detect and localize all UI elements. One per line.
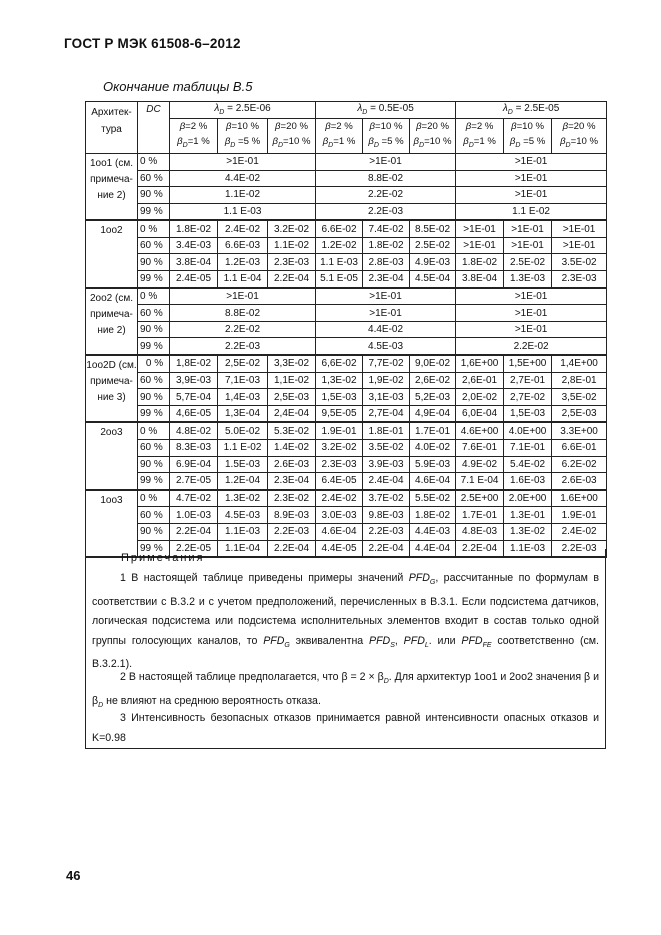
value-cell: 3.2E-02 (268, 220, 316, 237)
value-cell: 4.4E-03 (410, 523, 456, 540)
value-cell: 2.2E-03 (268, 523, 316, 540)
value-cell: 1.2E-04 (218, 473, 268, 490)
dc-cell: 99 % (138, 203, 170, 220)
merged-value-cell: >1E-01 (316, 305, 456, 322)
value-cell: 5.5E-02 (410, 490, 456, 507)
merged-value-cell: 8.8E-02 (316, 170, 456, 187)
dc-cell: 60 % (138, 305, 170, 322)
dc-cell: 90 % (138, 187, 170, 204)
merged-value-cell: 2.2E-02 (316, 187, 456, 204)
value-cell: 6.4E-05 (316, 473, 363, 490)
table-row (86, 456, 607, 473)
lambda-header: $\lambda_D = 2.5E-06$ (170, 102, 316, 119)
value-cell: 6.9E-04 (170, 456, 218, 473)
value-cell: 1.9E-01 (316, 422, 363, 439)
lambda-header: $\lambda_D = 2.5E-05$ (456, 102, 607, 119)
value-cell: 4.4E-04 (410, 540, 456, 557)
arch-cell: 2оо2 (см. примеча-ние 2) (86, 288, 138, 355)
value-cell: 3.9E-03 (363, 456, 410, 473)
merged-value-cell: 8.8E-02 (170, 305, 316, 322)
document-header: ГОСТ Р МЭК 61508-6–2012 (64, 36, 241, 51)
arch-cell: 2оо3 (86, 422, 138, 489)
page-number: 46 (66, 868, 81, 883)
value-cell: 4,9E-04 (410, 405, 456, 422)
table-row (86, 203, 607, 220)
arch-cell: 1оо1 (см. примеча-ние 2) (86, 153, 138, 220)
value-cell: 3.5E-02 (552, 254, 607, 271)
value-cell: 2.4E-04 (363, 473, 410, 490)
value-cell: 4.9E-02 (456, 456, 504, 473)
dc-cell: 99 % (138, 271, 170, 288)
value-cell: 5,2E-03 (410, 389, 456, 406)
value-cell: 2.5E-02 (410, 237, 456, 254)
value-cell: >1E-01 (456, 237, 504, 254)
dc-cell: 90 % (138, 456, 170, 473)
value-cell: 2.2E-03 (363, 523, 410, 540)
value-cell: 5.4E-02 (504, 456, 552, 473)
value-cell: >1E-01 (456, 220, 504, 237)
value-cell: 4.6E-04 (316, 523, 363, 540)
dc-cell: 99 % (138, 540, 170, 557)
table-row (86, 338, 607, 355)
table-row (86, 321, 607, 338)
data-table (85, 101, 607, 558)
value-cell: 9,5E-05 (316, 405, 363, 422)
beta-header: β=2 % $\beta_D=1$ % (316, 119, 363, 154)
value-cell: 4.6E+00 (456, 422, 504, 439)
dc-cell: 90 % (138, 523, 170, 540)
value-cell: 1.8E-02 (410, 507, 456, 524)
arch-cell: 1оо2 (86, 220, 138, 287)
value-cell: 2.4E-05 (170, 271, 218, 288)
value-cell: 3.7E-02 (363, 490, 410, 507)
value-cell: 2.3E-04 (363, 271, 410, 288)
value-cell: 6.6E-02 (316, 220, 363, 237)
table-row (86, 473, 607, 490)
value-cell: 2.4E-02 (218, 220, 268, 237)
beta-header: β=20 % $\beta_D=10$ % (410, 119, 456, 154)
value-cell: 2.2E-04 (268, 271, 316, 288)
dc-cell: 90 % (138, 321, 170, 338)
value-cell: 1.6E+00 (552, 490, 607, 507)
value-cell: 2.3E-03 (552, 271, 607, 288)
value-cell: 4.6E-04 (410, 473, 456, 490)
value-cell: 2,5E-03 (268, 389, 316, 406)
table-row (86, 523, 607, 540)
value-cell: 2.3E-03 (316, 456, 363, 473)
value-cell: 2.6E-03 (268, 456, 316, 473)
value-cell: 3.4E-03 (170, 237, 218, 254)
table-row (86, 422, 607, 439)
value-cell: 2.3E-03 (268, 254, 316, 271)
value-cell: 1,1E-02 (268, 372, 316, 389)
value-cell: 2.2E-04 (456, 540, 504, 557)
dc-cell: 60 % (138, 372, 170, 389)
arch-cell: 1оо2D (см. примеча-ние 3) (86, 355, 138, 422)
value-cell: 2,7E-01 (504, 372, 552, 389)
table-row (86, 305, 607, 322)
value-cell: 1,9E-02 (363, 372, 410, 389)
value-cell: 4.7E-02 (170, 490, 218, 507)
beta-header: β=10 % $\beta_D =5$ % (504, 119, 552, 154)
value-cell: 2.3E-02 (268, 490, 316, 507)
value-cell: 1.7E-01 (410, 422, 456, 439)
value-cell: 5.1 E-05 (316, 271, 363, 288)
value-cell: 2,6E-01 (456, 372, 504, 389)
merged-value-cell: 2.2E-03 (316, 203, 456, 220)
value-cell: 6.6E-01 (552, 440, 607, 457)
value-cell: 4.4E-05 (316, 540, 363, 557)
value-cell: 1.2E-02 (316, 237, 363, 254)
value-cell: 1.7E-01 (456, 507, 504, 524)
merged-value-cell: >1E-01 (170, 153, 316, 170)
value-cell: 1.3E-01 (504, 507, 552, 524)
value-cell: 1,6E+00 (456, 355, 504, 372)
value-cell: 2.2E-04 (268, 540, 316, 557)
value-cell: 2.3E-04 (268, 473, 316, 490)
value-cell: 3,3E-02 (268, 355, 316, 372)
notes-block (85, 549, 606, 749)
merged-value-cell: 2.2E-02 (170, 321, 316, 338)
value-cell: 1.0E-03 (170, 507, 218, 524)
note-1: 1 В настоящей таблице приведены примеры значений $PFD_G$, рассчитанные по формулам в соответствии с В.3.2 и с учетом предположений, перечисленных в В.3.1. Если подсистема датчиков, логическая подсистема или подсистема исполнительных элементов входит в состав только одной группы голосующих каналов, то $PFD_G$ эквивалентна $PFD_S$, $PFD_L$. или $PFD_{FE}$ соответственно (см. В.3.2.1). (92, 572, 599, 671)
note-3: 3 Интенсивность безопасных отказов принимается равной интенсивности опасных отказов и K=0.98 (92, 712, 599, 744)
value-cell: 1,3E-02 (316, 372, 363, 389)
table-row (86, 405, 607, 422)
dc-cell: 0 % (138, 153, 170, 170)
value-cell: 5.0E-02 (218, 422, 268, 439)
value-cell: 1.1E-03 (218, 523, 268, 540)
value-cell: 1.2E-03 (218, 254, 268, 271)
value-cell: >1E-01 (504, 237, 552, 254)
value-cell: 2.8E-03 (363, 254, 410, 271)
value-cell: 8.9E-03 (268, 507, 316, 524)
table-row (86, 271, 607, 288)
value-cell: 2.6E-03 (552, 473, 607, 490)
value-cell: 2.5E+00 (456, 490, 504, 507)
value-cell: 5.9E-03 (410, 456, 456, 473)
value-cell: >1E-01 (552, 220, 607, 237)
merged-value-cell: >1E-01 (456, 170, 607, 187)
lambda-header: $\lambda_D = 0.5E-05$ (316, 102, 456, 119)
note-2: 2 В настоящей таблице предполагается, что $\beta = 2 \times \beta_D$. Для архитектур 1оо1 и 2оо2 значения β и $\beta_D$ не влияют на среднюю вероятность отказа. (92, 671, 599, 709)
merged-value-cell: >1E-01 (456, 288, 607, 305)
value-cell: 4.0E+00 (504, 422, 552, 439)
table-row (86, 254, 607, 271)
value-cell: 1,5E-03 (504, 405, 552, 422)
dc-cell: 60 % (138, 507, 170, 524)
value-cell: 1.3E-02 (218, 490, 268, 507)
value-cell: 3,9E-03 (170, 372, 218, 389)
beta-header: β=20 % $\beta_D=10$ % (268, 119, 316, 154)
dc-cell: 0 % (138, 490, 170, 507)
value-cell: 2.2E-04 (170, 523, 218, 540)
value-cell: 2.2E-03 (552, 540, 607, 557)
value-cell: 7.6E-01 (456, 440, 504, 457)
merged-value-cell: 4.4E-02 (316, 321, 456, 338)
table-row (86, 237, 607, 254)
dc-cell: 60 % (138, 170, 170, 187)
value-cell: 7.1 E-04 (456, 473, 504, 490)
value-cell: 1,5E-03 (316, 389, 363, 406)
value-cell: 1,8E-02 (170, 355, 218, 372)
value-cell: 2,5E-02 (218, 355, 268, 372)
value-cell: 3.3E+00 (552, 422, 607, 439)
notes-title: Примечания (121, 552, 205, 564)
value-cell: 1.1 E-02 (218, 440, 268, 457)
arch-cell: 1оо3 (86, 490, 138, 557)
value-cell: 2,0E-02 (456, 389, 504, 406)
value-cell: 2,7E-02 (504, 389, 552, 406)
value-cell: 2,5E-03 (552, 405, 607, 422)
value-cell: 3.8E-04 (170, 254, 218, 271)
dc-cell: 0 % (138, 220, 170, 237)
value-cell: 6,0E-04 (456, 405, 504, 422)
value-cell: 4.0E-02 (410, 440, 456, 457)
value-cell: 2.4E-02 (316, 490, 363, 507)
value-cell: >1E-01 (504, 220, 552, 237)
value-cell: 1.1E-02 (268, 237, 316, 254)
value-cell: 2,6E-02 (410, 372, 456, 389)
table-row (86, 170, 607, 187)
value-cell: 1.1E-03 (504, 540, 552, 557)
beta-header: β=20 % $\beta_D=10$ % (552, 119, 607, 154)
table-row (86, 490, 607, 507)
value-cell: 4.8E-03 (456, 523, 504, 540)
merged-value-cell: 2.2E-03 (170, 338, 316, 355)
value-cell: 9,0E-02 (410, 355, 456, 372)
value-cell: 8.5E-02 (410, 220, 456, 237)
table-caption: Окончание таблицы В.5 (103, 79, 253, 94)
value-cell: 7,7E-02 (363, 355, 410, 372)
table-row (86, 440, 607, 457)
value-cell: >1E-01 (552, 237, 607, 254)
value-cell: 3.0E-03 (316, 507, 363, 524)
dc-cell: 99 % (138, 338, 170, 355)
merged-value-cell: 4.4E-02 (170, 170, 316, 187)
value-cell: 1.3E-02 (504, 523, 552, 540)
merged-value-cell: 2.2E-02 (456, 338, 607, 355)
merged-value-cell: >1E-01 (456, 153, 607, 170)
value-cell: 9.8E-03 (363, 507, 410, 524)
value-cell: 8.3E-03 (170, 440, 218, 457)
value-cell: 2.4E-02 (552, 523, 607, 540)
value-cell: 2,4E-04 (268, 405, 316, 422)
value-cell: 1.8E-02 (170, 220, 218, 237)
value-cell: 4,6E-05 (170, 405, 218, 422)
table-row (86, 220, 607, 237)
merged-value-cell: >1E-01 (456, 187, 607, 204)
value-cell: 1,5E+00 (504, 355, 552, 372)
value-cell: 1,4E-03 (218, 389, 268, 406)
value-cell: 4.5E-03 (218, 507, 268, 524)
value-cell: 1.3E-03 (504, 271, 552, 288)
value-cell: 1.8E-02 (456, 254, 504, 271)
merged-value-cell: 1.1 E-03 (170, 203, 316, 220)
merged-value-cell: >1E-01 (316, 153, 456, 170)
value-cell: 6.2E-02 (552, 456, 607, 473)
value-cell: 2,7E-04 (363, 405, 410, 422)
value-cell: 2.2E-05 (170, 540, 218, 557)
value-cell: 4.5E-04 (410, 271, 456, 288)
dc-cell: 90 % (138, 254, 170, 271)
dc-cell: 60 % (138, 237, 170, 254)
dc-cell: 0 % (138, 288, 170, 305)
value-cell: 1.5E-03 (218, 456, 268, 473)
table-row (86, 288, 607, 305)
merged-value-cell: 4.5E-03 (316, 338, 456, 355)
dc-cell: 99 % (138, 473, 170, 490)
table-row (86, 389, 607, 406)
table-row (86, 187, 607, 204)
value-cell: 7.1E-01 (504, 440, 552, 457)
merged-value-cell: 1.1E-02 (170, 187, 316, 204)
value-cell: 1.9E-01 (552, 507, 607, 524)
value-cell: 2.0E+00 (504, 490, 552, 507)
dc-cell: 99 % (138, 405, 170, 422)
value-cell: 1,4E+00 (552, 355, 607, 372)
merged-value-cell: >1E-01 (316, 288, 456, 305)
value-cell: 1.6E-03 (504, 473, 552, 490)
dc-cell: 60 % (138, 440, 170, 457)
merged-value-cell: >1E-01 (456, 305, 607, 322)
value-cell: 4.8E-02 (170, 422, 218, 439)
value-cell: 6,6E-02 (316, 355, 363, 372)
merged-value-cell: >1E-01 (456, 321, 607, 338)
value-cell: 2.2E-04 (363, 540, 410, 557)
value-cell: 3.8E-04 (456, 271, 504, 288)
merged-value-cell: >1E-01 (170, 288, 316, 305)
value-cell: 1.1 E-03 (316, 254, 363, 271)
table-row (86, 372, 607, 389)
value-cell: 4.9E-03 (410, 254, 456, 271)
beta-header: β=10 % $\beta_D =5$ % (363, 119, 410, 154)
value-cell: 1.4E-02 (268, 440, 316, 457)
value-cell: 2,8E-01 (552, 372, 607, 389)
value-cell: 5,7E-04 (170, 389, 218, 406)
beta-header: β=10 % $\beta_D =5$ % (218, 119, 268, 154)
value-cell: 7,1E-03 (218, 372, 268, 389)
table-row (86, 507, 607, 524)
beta-header: β=2 % $\beta_D=1$ % (170, 119, 218, 154)
table-row (86, 355, 607, 372)
dc-cell: 0 % (138, 422, 170, 439)
dc-cell: 90 % (138, 389, 170, 406)
value-cell: 5.3E-02 (268, 422, 316, 439)
dc-cell: 0 % (138, 355, 170, 372)
value-cell: 3.2E-02 (316, 440, 363, 457)
beta-header: β=2 % $\beta_D=1$ % (456, 119, 504, 154)
value-cell: 1.8E-02 (363, 237, 410, 254)
value-cell: 3,5E-02 (552, 389, 607, 406)
value-cell: 2.7E-05 (170, 473, 218, 490)
value-cell: 7.4E-02 (363, 220, 410, 237)
value-cell: 3,1E-03 (363, 389, 410, 406)
value-cell: 1.1E-04 (218, 540, 268, 557)
value-cell: 1,3E-04 (218, 405, 268, 422)
col-header-arch: Архитек-тура (86, 102, 138, 154)
col-header-dc: DC (138, 102, 170, 154)
value-cell: 3.5E-02 (363, 440, 410, 457)
value-cell: 6.6E-03 (218, 237, 268, 254)
value-cell: 2.5E-02 (504, 254, 552, 271)
value-cell: 1.1 E-04 (218, 271, 268, 288)
merged-value-cell: 1.1 E-02 (456, 203, 607, 220)
table-row (86, 153, 607, 170)
value-cell: 1.8E-01 (363, 422, 410, 439)
